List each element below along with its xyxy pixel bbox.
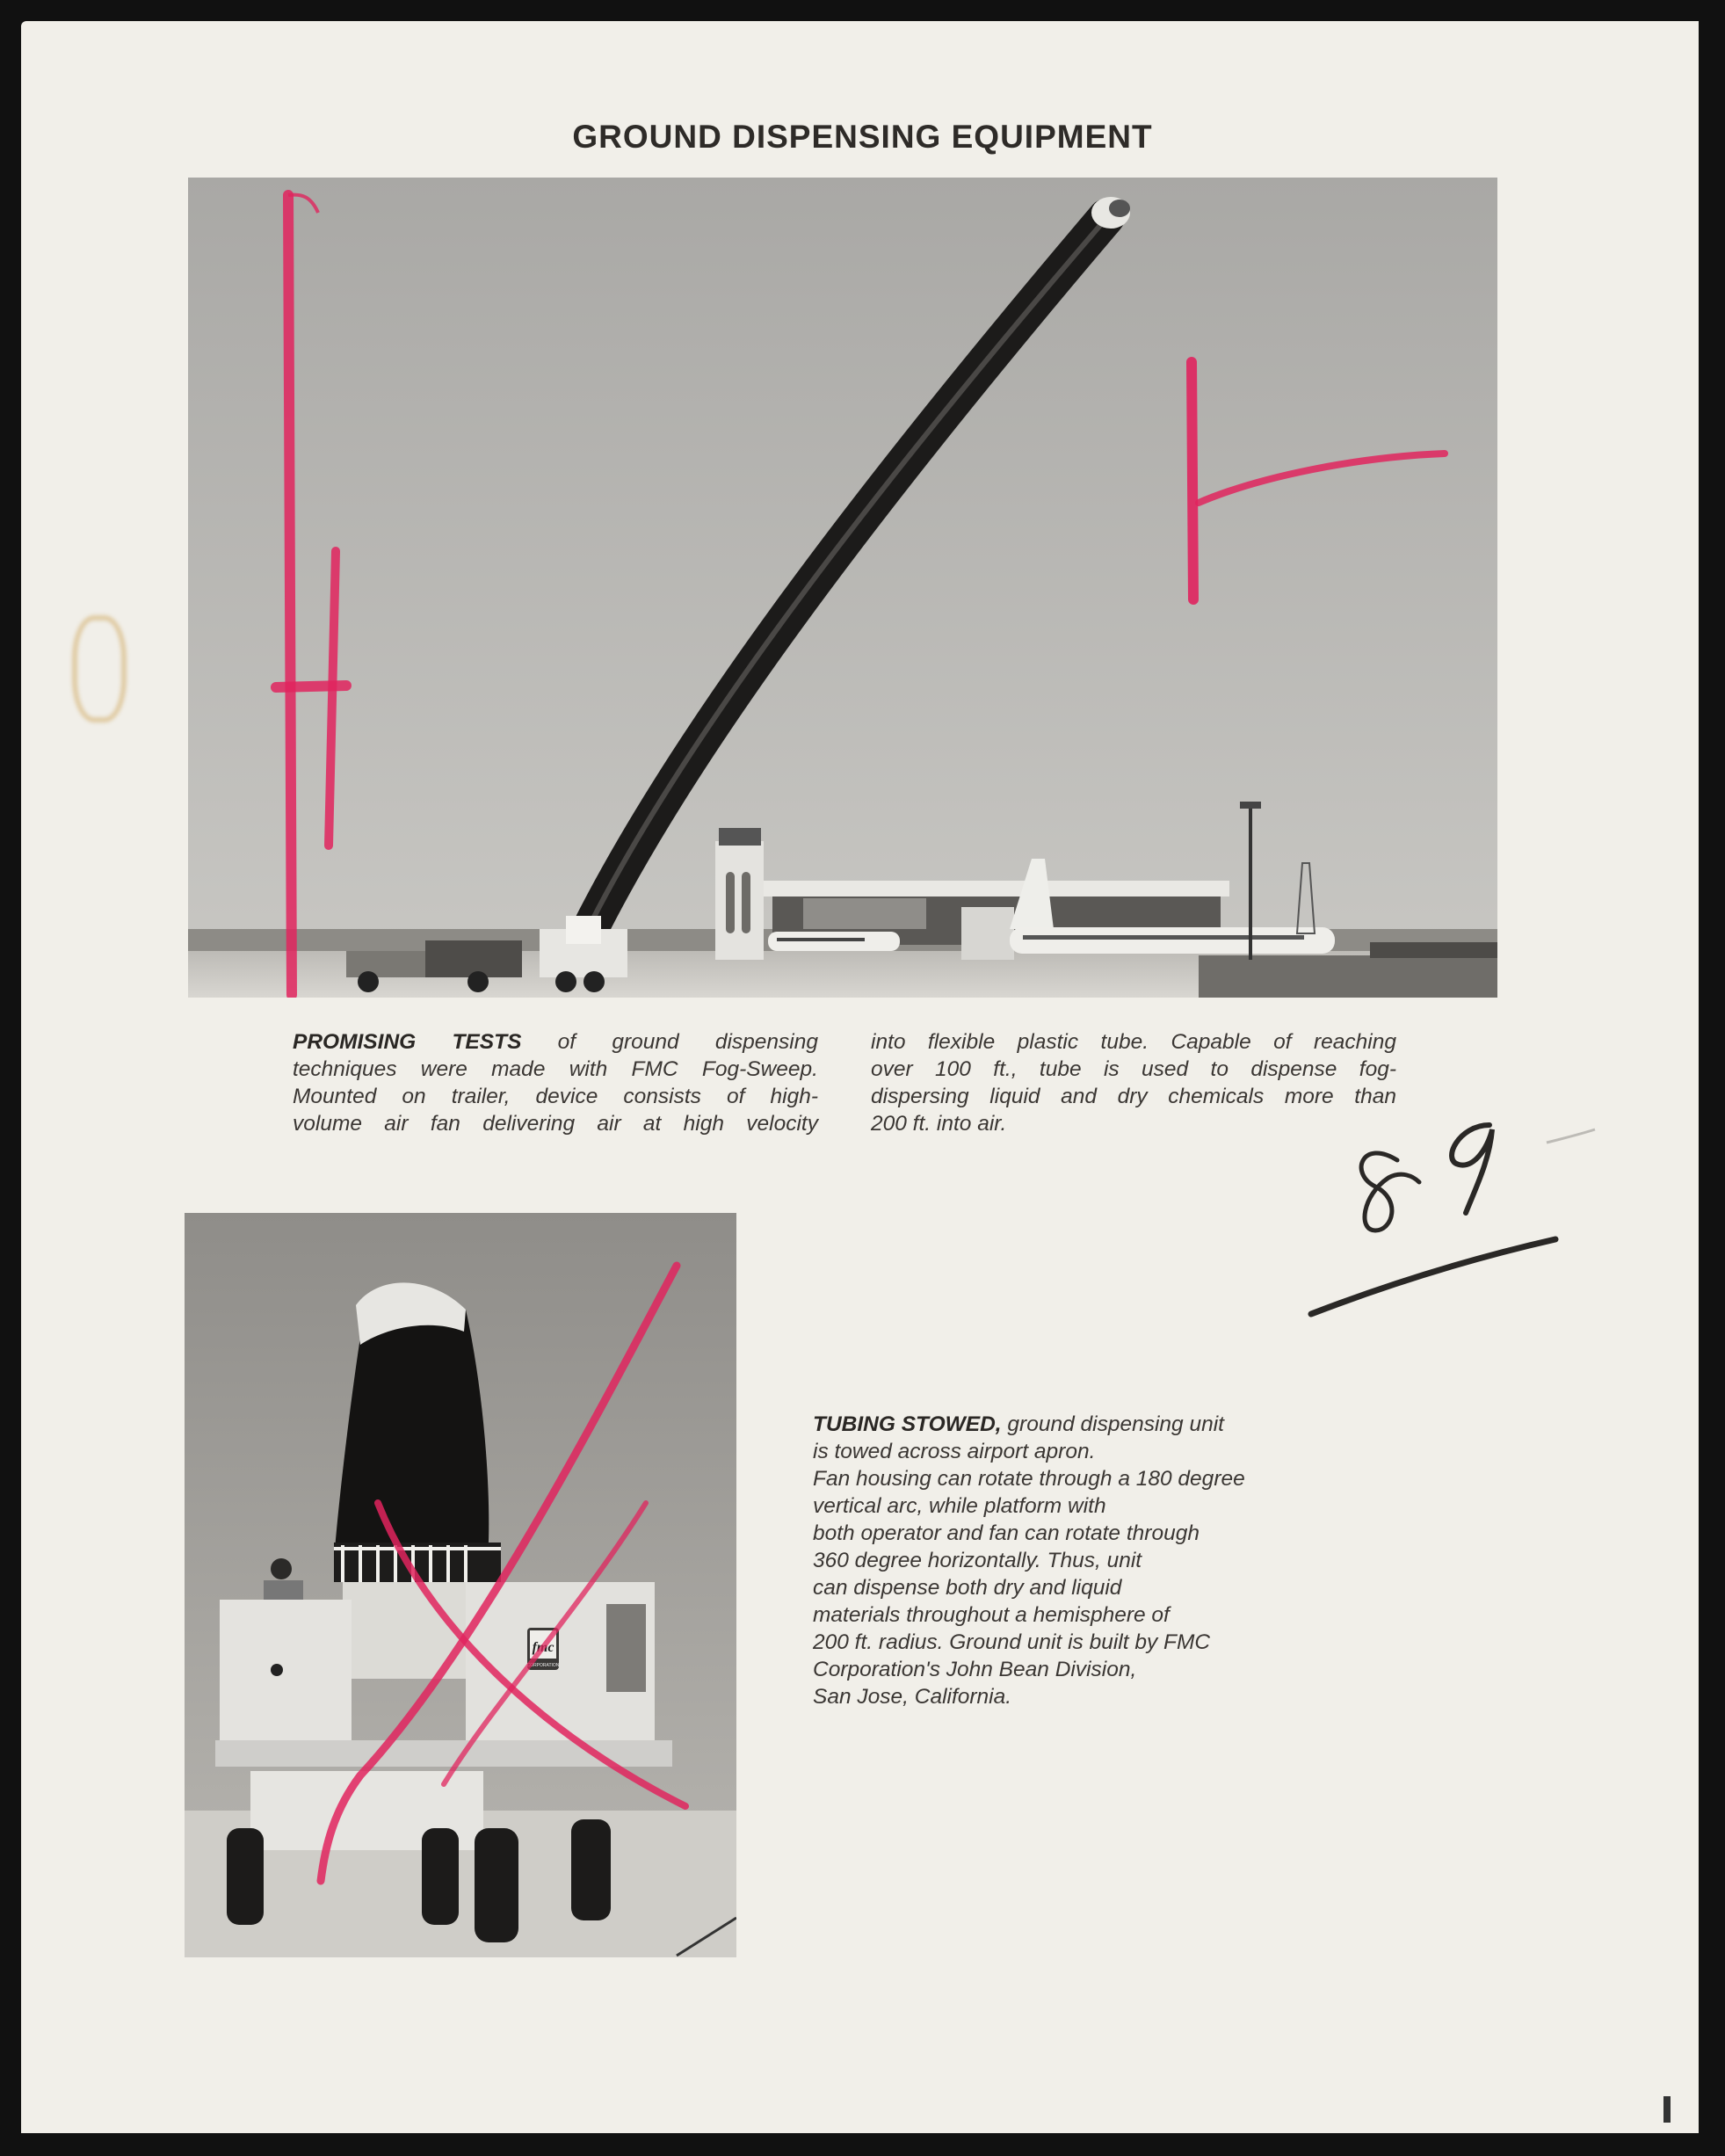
caption-line: 360 degree horizontally. Thus, unit (813, 1549, 1142, 1572)
fmc-logo-text: fmc (532, 1640, 554, 1655)
caption-line: can dispense both dry and liquid (813, 1576, 1122, 1600)
top-photo (188, 178, 1497, 998)
airport-fog-sweep-photo (188, 178, 1497, 998)
caption-line: techniques were made with FMC Fog-Sweep. (293, 1057, 818, 1081)
caption-line: dispersing liquid and dry chemicals more than (871, 1085, 1396, 1108)
fmc-logo-subtext: CORPORATION (526, 1663, 560, 1668)
handwritten-89-mark (1301, 1090, 1599, 1336)
caption-line: Fan housing can rotate through a 180 degree (813, 1467, 1245, 1491)
caption-line: Mounted on trailer, device consists of high- (293, 1085, 818, 1108)
caption-line: PROMISING TESTS of ground dispensing (293, 1030, 818, 1054)
paper-stain (72, 615, 127, 722)
caption-line: Corporation's John Bean Division, (813, 1658, 1137, 1681)
caption-line: into flexible plastic tube. Capable of reaching (871, 1030, 1396, 1054)
top-caption-left (293, 1028, 818, 1137)
page-number-mark (1663, 2096, 1671, 2123)
caption-line: San Jose, California. (813, 1685, 1012, 1709)
caption-line: volume air fan delivering air at high velocity (293, 1112, 818, 1136)
bottom-caption (813, 1411, 1323, 1710)
page-title: GROUND DISPENSING EQUIPMENT (572, 119, 1153, 155)
caption-line: materials throughout a hemisphere of (813, 1603, 1170, 1627)
caption-line: over 100 ft., tube is used to dispense fog- (871, 1057, 1396, 1081)
tubing-stowed-photo (185, 1213, 736, 1957)
caption-line: TUBING STOWED, ground dispensing unit (813, 1412, 1224, 1436)
caption-line: vertical arc, while platform with (813, 1494, 1106, 1518)
handwritten-number (1301, 1090, 1599, 1336)
caption-lead: PROMISING TESTS (293, 1030, 522, 1054)
caption-line: is towed across airport apron. (813, 1440, 1096, 1463)
bottom-photo (185, 1213, 736, 1957)
caption-line: both operator and fan can rotate through (813, 1521, 1200, 1545)
caption-lead: TUBING STOWED, (813, 1412, 1002, 1436)
caption-line: 200 ft. radius. Ground unit is built by FMC (813, 1630, 1211, 1654)
caption-line: 200 ft. into air. (871, 1112, 1007, 1136)
